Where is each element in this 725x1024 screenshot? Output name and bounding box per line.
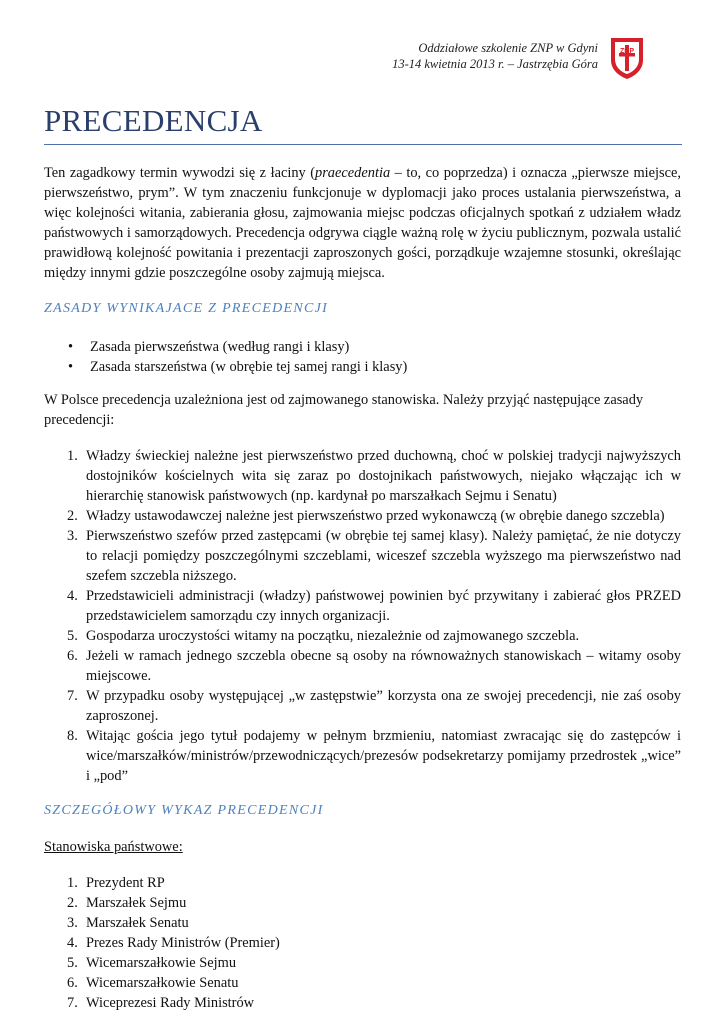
list-item: 1. Władzy świeckiej należne jest pierwszeństwo przed duchowną, choć w polskiej tradycji najwyższych dostojników kościelnych wita się zaraz po dostojnikach państwowych, niejako włączając ich w hierarchię stanowisk państwowych (np. kardynał po marszałkach Sejmu i Senatu) — [67, 448, 681, 504]
document-body — [44, 163, 681, 1013]
rules-list — [44, 446, 681, 786]
list-item: 3. Pierwszeństwo szefów przed zastępcami (w obrębie tej samej klasy). Należy pamiętać, że nie dotyczy to relacji pomiędzy poszczególnymi szczeblami, wiceszef szczebla wyższego ma pierwszeństwo nad szefem szczebla niższego. — [67, 528, 681, 584]
list-item: 7. Wiceprezesi Rady Ministrów — [67, 995, 255, 1011]
list-item: • Zasada starszeństwa (w obrębie tej samej rangi i klasy) — [68, 359, 408, 375]
principles-list — [44, 337, 681, 377]
title-underline — [44, 144, 682, 145]
list-item: 5. Wicemarszałkowie Sejmu — [67, 955, 237, 971]
rules-intro-paragraph: W Polsce precedencja uzależniona jest od zajmowanego stanowiska. Należy przyjąć następujące zasady precedencji: — [44, 392, 644, 428]
list-item: 6. Jeżeli w ramach jednego szczebla obecne są osoby na równoważnych stanowiskach – witamy osoby miejscowe. — [67, 648, 681, 684]
list-item: 3. Marszałek Senatu — [67, 915, 189, 931]
list-item: 2. Marszałek Sejmu — [67, 895, 187, 911]
list-item: 1. Prezydent RP — [67, 875, 165, 891]
header-event-line: Oddziałowe szkolenie ZNP w Gdyni — [418, 41, 598, 55]
logo-text: ZNP — [620, 48, 634, 55]
list-item: 4. Przedstawicieli administracji (władzy) państwowej powinien być przywitany i zabierać głos PRZED przedstawicielem samorządu czy innych organizacji. — [67, 588, 681, 624]
list-item: 6. Wicemarszałkowie Senatu — [67, 975, 239, 991]
state-positions-list — [44, 873, 681, 1013]
list-item: 8. Witając gościa jego tytuł podajemy w pełnym brzmieniu, natomiast zwracając się do zastępców i wice/marszałków/ministrów/przewodniczących/prezesów podsekretarzy pomijamy przedrostek „wice” i „pod” — [67, 728, 681, 784]
list-item: 5. Gospodarza uroczystości witamy na początku, niezależnie od zajmowanego szczebla. — [67, 628, 580, 644]
state-positions-heading: Stanowiska państwowe: — [44, 839, 183, 855]
znp-logo-icon — [608, 36, 646, 80]
list-item: • Zasada pierwszeństwa (według rangi i klasy) — [68, 339, 350, 355]
list-item: 2. Władzy ustawodawczej należne jest pierwszeństwo przed wykonawczą (w obrębie danego szczebla) — [67, 508, 665, 524]
page-title: PRECEDENCJA — [44, 103, 263, 138]
section-heading-detailed: SZCZEGÓŁOWY WYKAZ PRECEDENCJI — [44, 803, 324, 818]
header-date-line: 13-14 kwietnia 2013 r. – Jastrzębia Góra — [392, 57, 598, 71]
section-heading-rules: ZASADY WYNIKAJACE Z PRECEDENCJI — [44, 301, 329, 316]
intro-paragraph: Ten zagadkowy termin wywodzi się z łaciny (praecedentia – to, co poprzedza) i oznacza „pierwsze miejsce, pierwszeństwo, prym”. W tym znaczeniu funkcjonuje w dyplomacji jako proces ustalania pierwszeństwa, a więc kolejności witania, zabierania głosu, zajmowania miejsc podczas oficjalnych spotkań z udziałem władz państwowych i samorządowych. Precedencja odgrywa ciągle ważną rolę w życiu publicznym, pozwala ustalić prawidłową kolejność powitania i prezentacji zaproszonych gości, porządkuje wzajemne stosunki, określając między innymi gdzie poszczególne osoby zajmują miejsca. — [44, 165, 681, 281]
document-header — [392, 40, 598, 72]
list-item: 7. W przypadku osoby występującej „w zastępstwie” korzysta ona ze swojej precedencji, nie zaś osoby zaproszonej. — [67, 688, 681, 724]
list-item: 4. Prezes Rady Ministrów (Premier) — [67, 935, 280, 951]
